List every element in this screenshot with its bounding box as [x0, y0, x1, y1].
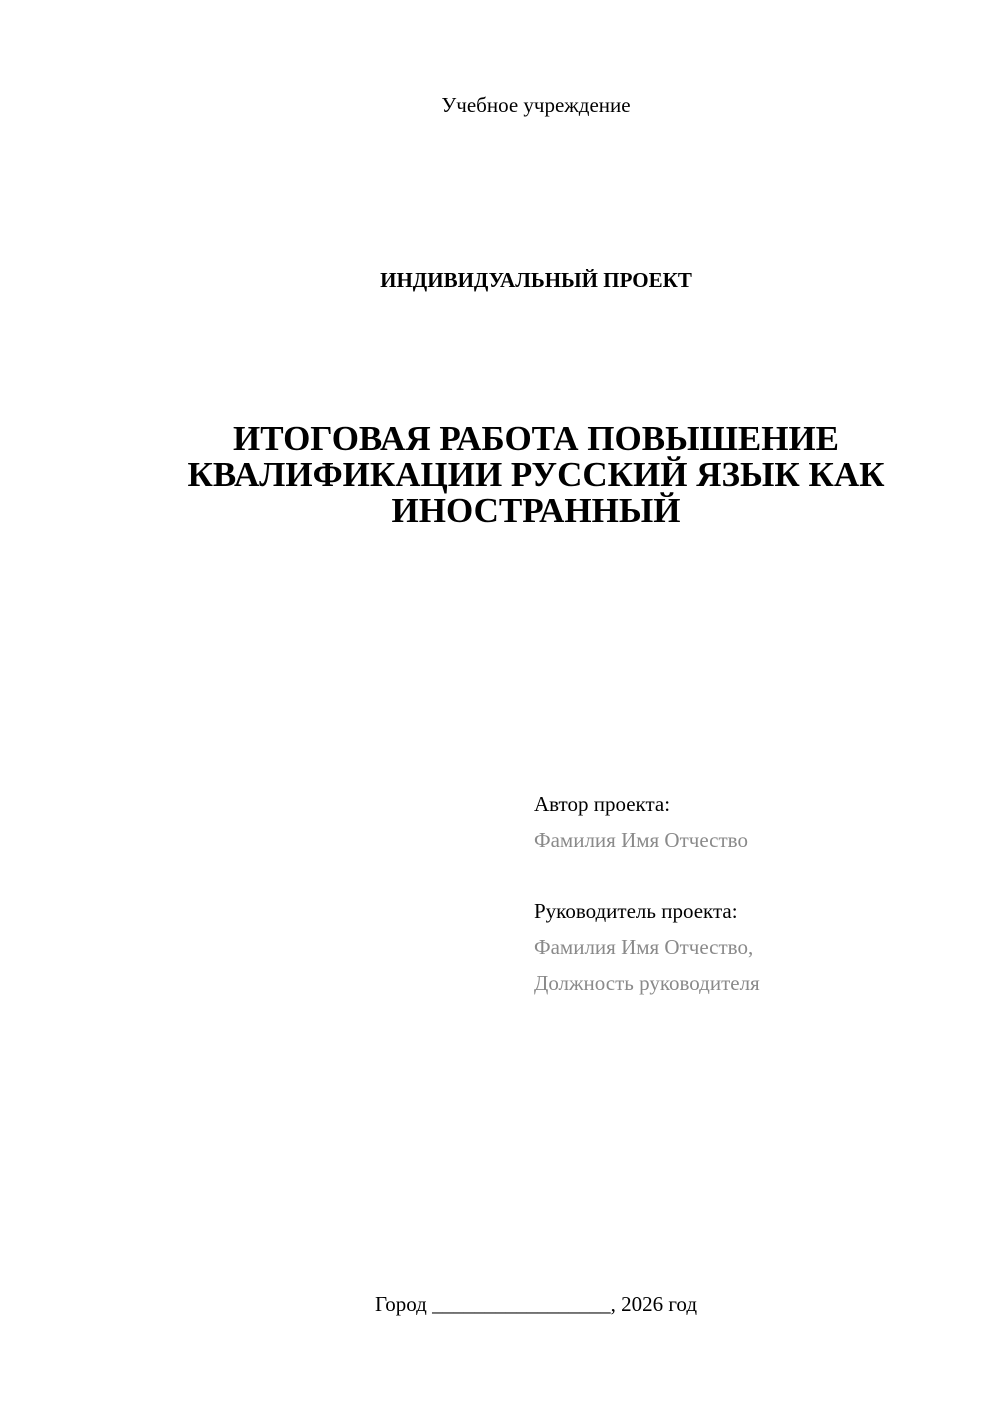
- author-label: Автор проекта:: [534, 792, 671, 816]
- supervisor-block: [534, 893, 974, 1001]
- project-title: ИТОГОВАЯ РАБОТА ПОВЫШЕНИЕ КВАЛИФИКАЦИИ РУССКИЙ ЯЗЫК КАК ИНОСТРАННЫЙ: [187, 419, 885, 530]
- city-year-line: Город _________________, 2026 год: [374, 1292, 698, 1316]
- supervisor-label: Руководитель проекта:: [534, 899, 738, 923]
- institution-name: Учебное учреждение: [441, 93, 631, 117]
- project-type-heading: ИНДИВИДУАЛЬНЫЙ ПРОЕКТ: [380, 268, 692, 292]
- supervisor-name: Фамилия Имя Отчество,: [534, 935, 754, 959]
- author-block: [534, 786, 974, 858]
- author-name: Фамилия Имя Отчество: [534, 828, 748, 852]
- supervisor-position: Должность руководителя: [534, 971, 760, 995]
